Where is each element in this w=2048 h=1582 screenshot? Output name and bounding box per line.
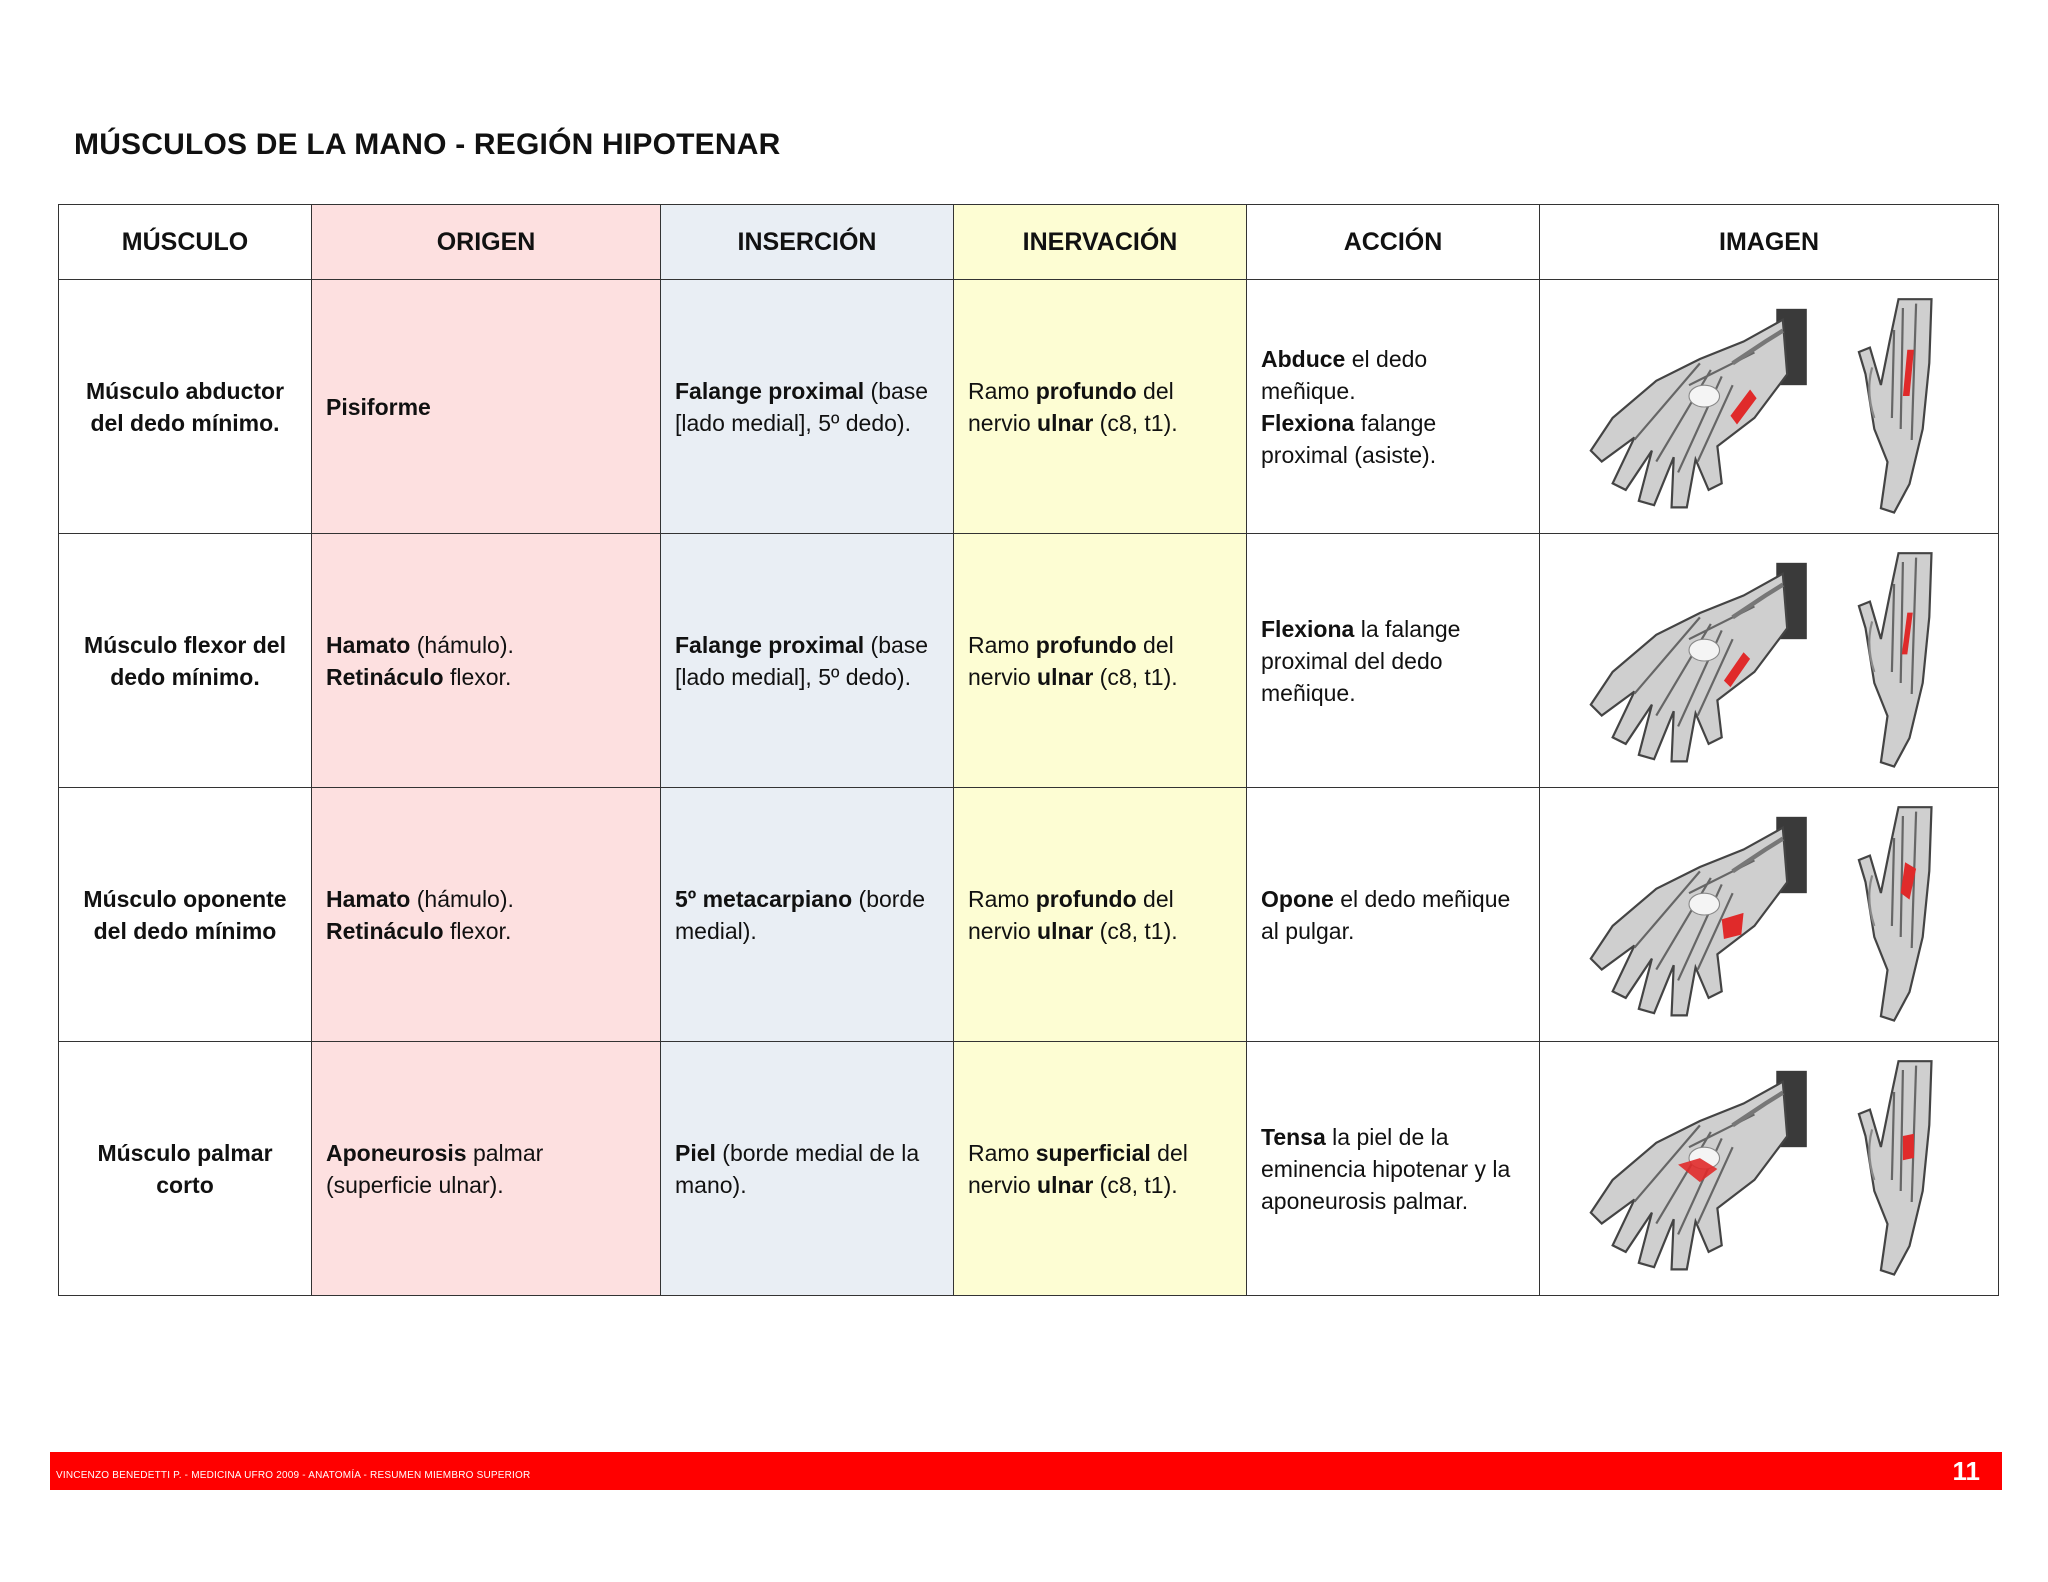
table-row — [59, 534, 1999, 788]
palmar-hand-icon — [1569, 297, 1809, 517]
origin-cell: Pisiforme — [312, 280, 661, 534]
table-header-row — [59, 205, 1999, 280]
insertion-cell: Piel (borde medial de la mano). — [661, 1042, 954, 1296]
header-imagen: IMAGEN — [1540, 205, 1999, 280]
header-insercion: INSERCIÓN — [661, 205, 954, 280]
insertion-cell: Falange proximal (base [lado medial], 5º dedo). — [661, 534, 954, 788]
page-title: MÚSCULOS DE LA MANO - REGIÓN HIPOTENAR — [74, 128, 781, 161]
image-cell — [1540, 788, 1999, 1042]
action-cell: Abduce el dedo meñique. Flexiona falange proximal (asiste). — [1247, 280, 1540, 534]
header-accion: ACCIÓN — [1247, 205, 1540, 280]
innervation-cell: Ramo profundo del nervio ulnar (c8, t1). — [954, 788, 1247, 1042]
table-row — [59, 788, 1999, 1042]
footer-text: VINCENZO BENEDETTI P. - MEDICINA UFRO 2009 - ANATOMÍA - RESUMEN MIEMBRO SUPERIOR — [56, 1470, 531, 1481]
muscle-name: Músculo flexor del dedo mínimo. — [59, 534, 312, 788]
muscle-name: Músculo palmar corto — [59, 1042, 312, 1296]
table-row — [59, 280, 1999, 534]
innervation-cell: Ramo superficial del nervio ulnar (c8, t1). — [954, 1042, 1247, 1296]
palmar-hand-icon — [1569, 551, 1809, 771]
action-cell: Opone el dedo meñique al pulgar. — [1247, 788, 1540, 1042]
palmar-hand-icon — [1569, 1059, 1809, 1279]
page-number: 11 — [1952, 1456, 1980, 1486]
innervation-cell: Ramo profundo del nervio ulnar (c8, t1). — [954, 280, 1247, 534]
image-cell — [1540, 534, 1999, 788]
innervation-cell: Ramo profundo del nervio ulnar (c8, t1). — [954, 534, 1247, 788]
origin-cell: Hamato (hámulo). Retináculo flexor. — [312, 534, 661, 788]
origin-cell: Hamato (hámulo). Retináculo flexor. — [312, 788, 661, 1042]
lateral-hand-icon — [1839, 805, 1969, 1025]
muscle-name: Músculo oponente del dedo mínimo — [59, 788, 312, 1042]
muscle-table — [58, 204, 1999, 1296]
lateral-hand-icon — [1839, 1059, 1969, 1279]
action-cell: Flexiona la falange proximal del dedo meñique. — [1247, 534, 1540, 788]
insertion-cell: 5º metacarpiano (borde medial). — [661, 788, 954, 1042]
action-cell: Tensa la piel de la eminencia hipotenar y la aponeurosis palmar. — [1247, 1042, 1540, 1296]
header-musculo: MÚSCULO — [59, 205, 312, 280]
lateral-hand-icon — [1839, 297, 1969, 517]
table-row — [59, 1042, 1999, 1296]
header-origen: ORIGEN — [312, 205, 661, 280]
image-cell — [1540, 1042, 1999, 1296]
footer-bar — [50, 1452, 2002, 1490]
insertion-cell: Falange proximal (base [lado medial], 5º dedo). — [661, 280, 954, 534]
image-cell — [1540, 280, 1999, 534]
origin-cell: Aponeurosis palmar (superficie ulnar). — [312, 1042, 661, 1296]
lateral-hand-icon — [1839, 551, 1969, 771]
muscle-name: Músculo abductor del dedo mínimo. — [59, 280, 312, 534]
palmar-hand-icon — [1569, 805, 1809, 1025]
header-inervacion: INERVACIÓN — [954, 205, 1247, 280]
